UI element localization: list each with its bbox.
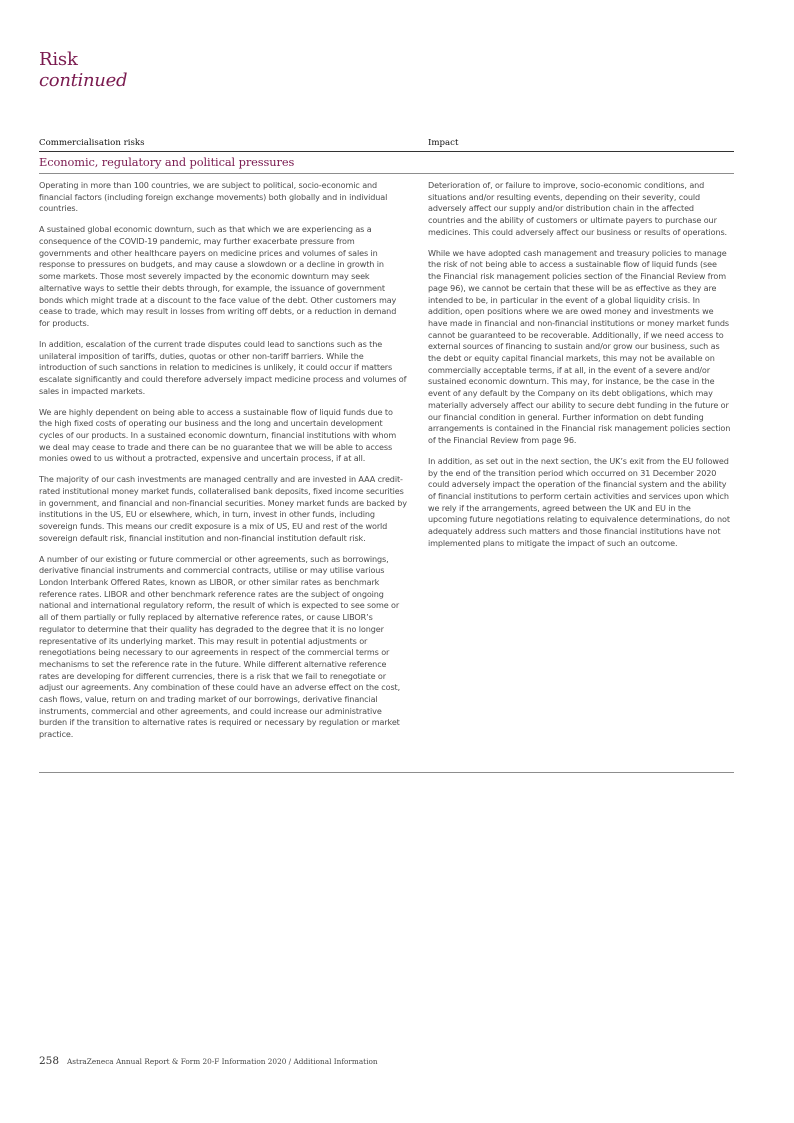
risk-description-column	[39, 180, 407, 750]
table-bottom-divider	[39, 772, 734, 773]
column-header-commercialisation-risks: Commercialisation risks	[39, 138, 145, 148]
page-title: Risk	[39, 49, 78, 70]
impact-paragraph: Deterioration of, or failure to improve, socio-economic conditions, and situations and/or resulting events, depending on their severity, could adversely affect our supply and/or distribution chain in the affected countries and the ability of customers or ultimate payers to purchase our medicines. This could adversely affect our business or results of operations.	[428, 180, 728, 237]
footer-text: AstraZeneca Annual Report & Form 20-F Information 2020 / Additional Information	[67, 1057, 378, 1066]
risk-paragraph: We are highly dependent on being able to access a sustainable flow of liquid funds due to the high fixed costs of operating our business and the long and uncertain development cycles of our products. In a sustained economic downturn, financial institutions with whom we deal may cease to trade and there can be no guarantee that we will be able to access monies owed to us without a protracted, expensive and uncertain process, if at all.	[39, 406, 397, 464]
header-divider	[39, 151, 734, 152]
impact-paragraph: In addition, as set out in the next section, the UK’s exit from the EU followed by the end of the transition period which occurred on 31 December 2020 could adversely impact the operation of the financial system and the ability of financial institutions to perform certain activities and services upon which we rely if the arrangements, agreed between the UK and EU in the upcoming future negotiations relating to equivalence determinations, do not adequately address such matters and those financial institutions have not implemented plans to mitigate the impact of such an outcome.	[428, 455, 730, 548]
section-divider	[39, 173, 734, 174]
risk-paragraph: A sustained global economic downturn, such as that which we are experiencing as a consequence of the COVID-19 pandemic, may further exacerbate pressure from governments and other healthcare payers on medicine prices and volumes of sales in response to pressures on budgets, and may cause a slowdown or a decline in growth in some markets. Those most severely impacted by the economic downturn may seek alternative ways to settle their debts through, for example, the issuance of government bonds which might trade at a discount to the face value of the debt. Other customers may cease to trade, which may result in losses from writing off debts, or a reduction in demand for products.	[39, 224, 397, 328]
page-subtitle: continued	[39, 70, 128, 91]
section-title: Economic, regulatory and political pressures	[39, 155, 295, 169]
risk-paragraph: Operating in more than 100 countries, we are subject to political, socio-economic and financial factors (including foreign exchange movements) both globally and in individual countries.	[39, 180, 388, 214]
column-header-impact: Impact	[428, 138, 459, 148]
page-number: 258	[39, 1055, 60, 1067]
risk-paragraph: In addition, escalation of the current trade disputes could lead to sanctions such as the unilateral imposition of tariffs, duties, quotas or other non-tariff barriers. While the introduction of such sanctions in relation to medicines is unlikely, it could occur if matters escalate significantly and could therefore adversely impact medicine process and volumes of sales in impacted markets.	[39, 338, 407, 396]
impact-paragraph: While we have adopted cash management and treasury policies to manage the risk of not being able to access a sustainable flow of liquid funds (see the Financial risk management policies section of the Financial Review from page 96), we cannot be certain that these will be as effective as they are intended to be, in particular in the event of a global liquidity crisis. In addition, open positions where we are owed money and investments we have made in financial and non-financial institutions or money market funds cannot be guaranteed to be recoverable. Additionally, if we need access to external sources of financing to sustain and/or grow our business, such as the debt or equity capital financial markets, this may not be available on commercially acceptable terms, if at all, in the event of a severe and/or sustained economic downturn. This may, for instance, be the case in the event of any default by the Company on its debt obligations, which may materially adversely affect our ability to secure debt funding in the future or our financial condition in general. Further information on debt funding arrangements is contained in the Financial risk management policies section of the Financial Review from page 96.	[428, 247, 731, 445]
risk-paragraph: A number of our existing or future commercial or other agreements, such as borrowings, derivative financial instruments and commercial contracts, utilise or may utilise various London Interbank Offered Rates, known as LIBOR, or other similar rates as benchmark reference rates. LIBOR and other benchmark reference rates are the subject of ongoing national and international regulatory reform, the result of which is expected to see some or all of them partially or fully replaced by alternative reference rates, or cause LIBOR’s regulator to determine that their quality has degraded to the degree that it is no longer representative of its underlying market. This may result in potential adjustments or renegotiations being necessary to our agreements in respect of the commercial terms or mechanisms to set the reference rate in the future. While different alternative reference rates are developing for different currencies, there is a risk that we fail to renegotiate or adjust our agreements. Any combination of these could have an adverse effect on the cost, cash flows, value, return on and trading market of our borrowings, derivative financial instruments, commercial and other agreements, and could increase our administrative burden if the transition to alternative rates is required or necessary by regulation or market practice.	[39, 553, 401, 740]
impact-column	[428, 180, 732, 559]
risk-paragraph: The majority of our cash investments are managed centrally and are invested in AAA credit-rated institutional money market funds, collateralised bank deposits, fixed income securities in government, and financial and non-financial securities. Money market funds are backed by institutions in the US, EU or elsewhere, which, in turn, invest in other funds, including sovereign funds. This means our credit exposure is a mix of US, EU and rest of the world sovereign default risk, financial institution and non-financial institution default risk.	[39, 474, 407, 543]
